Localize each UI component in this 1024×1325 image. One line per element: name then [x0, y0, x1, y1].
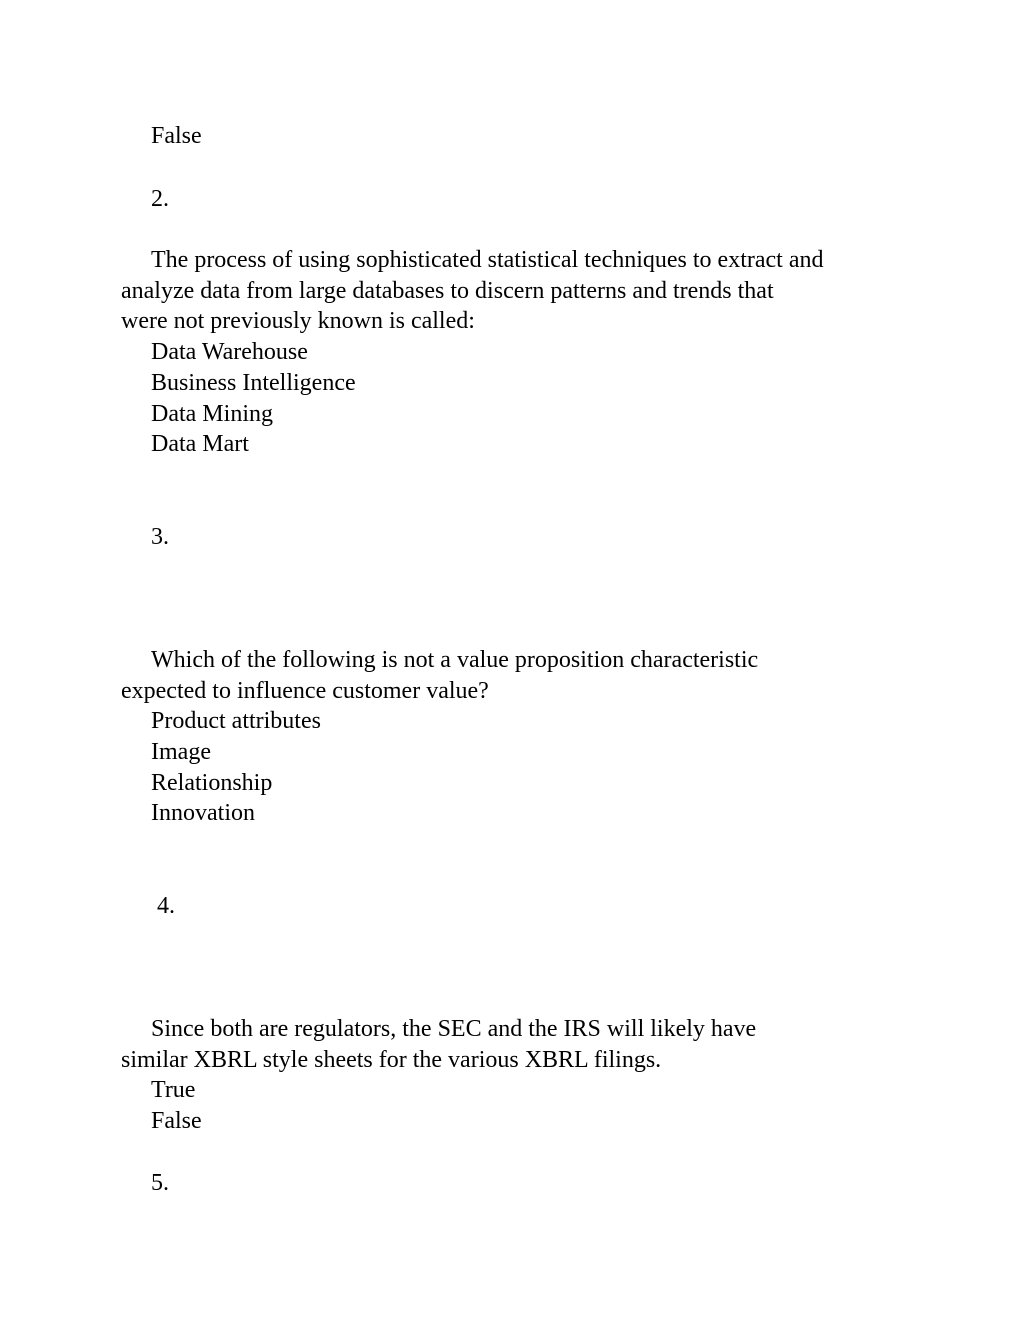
q2-option-business-intelligence[interactable]: Business Intelligence	[151, 370, 356, 396]
q4-number: 4.	[157, 893, 175, 919]
q2-option-data-mining[interactable]: Data Mining	[151, 401, 273, 427]
q3-question-line-1: Which of the following is not a value proposition characteristic	[151, 647, 759, 673]
q3-option-product-attributes[interactable]: Product attributes	[151, 708, 321, 734]
q2-question-line-2: analyze data from large databases to discern patterns and trends that	[121, 278, 774, 304]
q3-option-relationship[interactable]: Relationship	[151, 770, 273, 796]
q3-number: 3.	[151, 524, 169, 550]
q4-option-false[interactable]: False	[151, 1108, 202, 1134]
q4-question-line-2: similar XBRL style sheets for the various XBRL filings.	[121, 1047, 662, 1073]
q2-option-data-mart[interactable]: Data Mart	[151, 431, 249, 457]
q2-option-data-warehouse[interactable]: Data Warehouse	[151, 339, 308, 365]
q3-question-line-2: expected to influence customer value?	[121, 678, 489, 704]
q2-question-line-1: The process of using sophisticated statistical techniques to extract and	[151, 247, 824, 273]
q1-option-false[interactable]: False	[151, 123, 202, 149]
q2-number: 2.	[151, 186, 169, 212]
q4-question-line-1: Since both are regulators, the SEC and the IRS will likely have	[151, 1016, 757, 1042]
q3-option-image[interactable]: Image	[151, 739, 211, 765]
q4-option-true[interactable]: True	[151, 1077, 196, 1103]
q3-option-innovation[interactable]: Innovation	[151, 800, 255, 826]
q5-number: 5.	[151, 1170, 169, 1196]
q2-question-line-3: were not previously known is called:	[121, 308, 475, 334]
